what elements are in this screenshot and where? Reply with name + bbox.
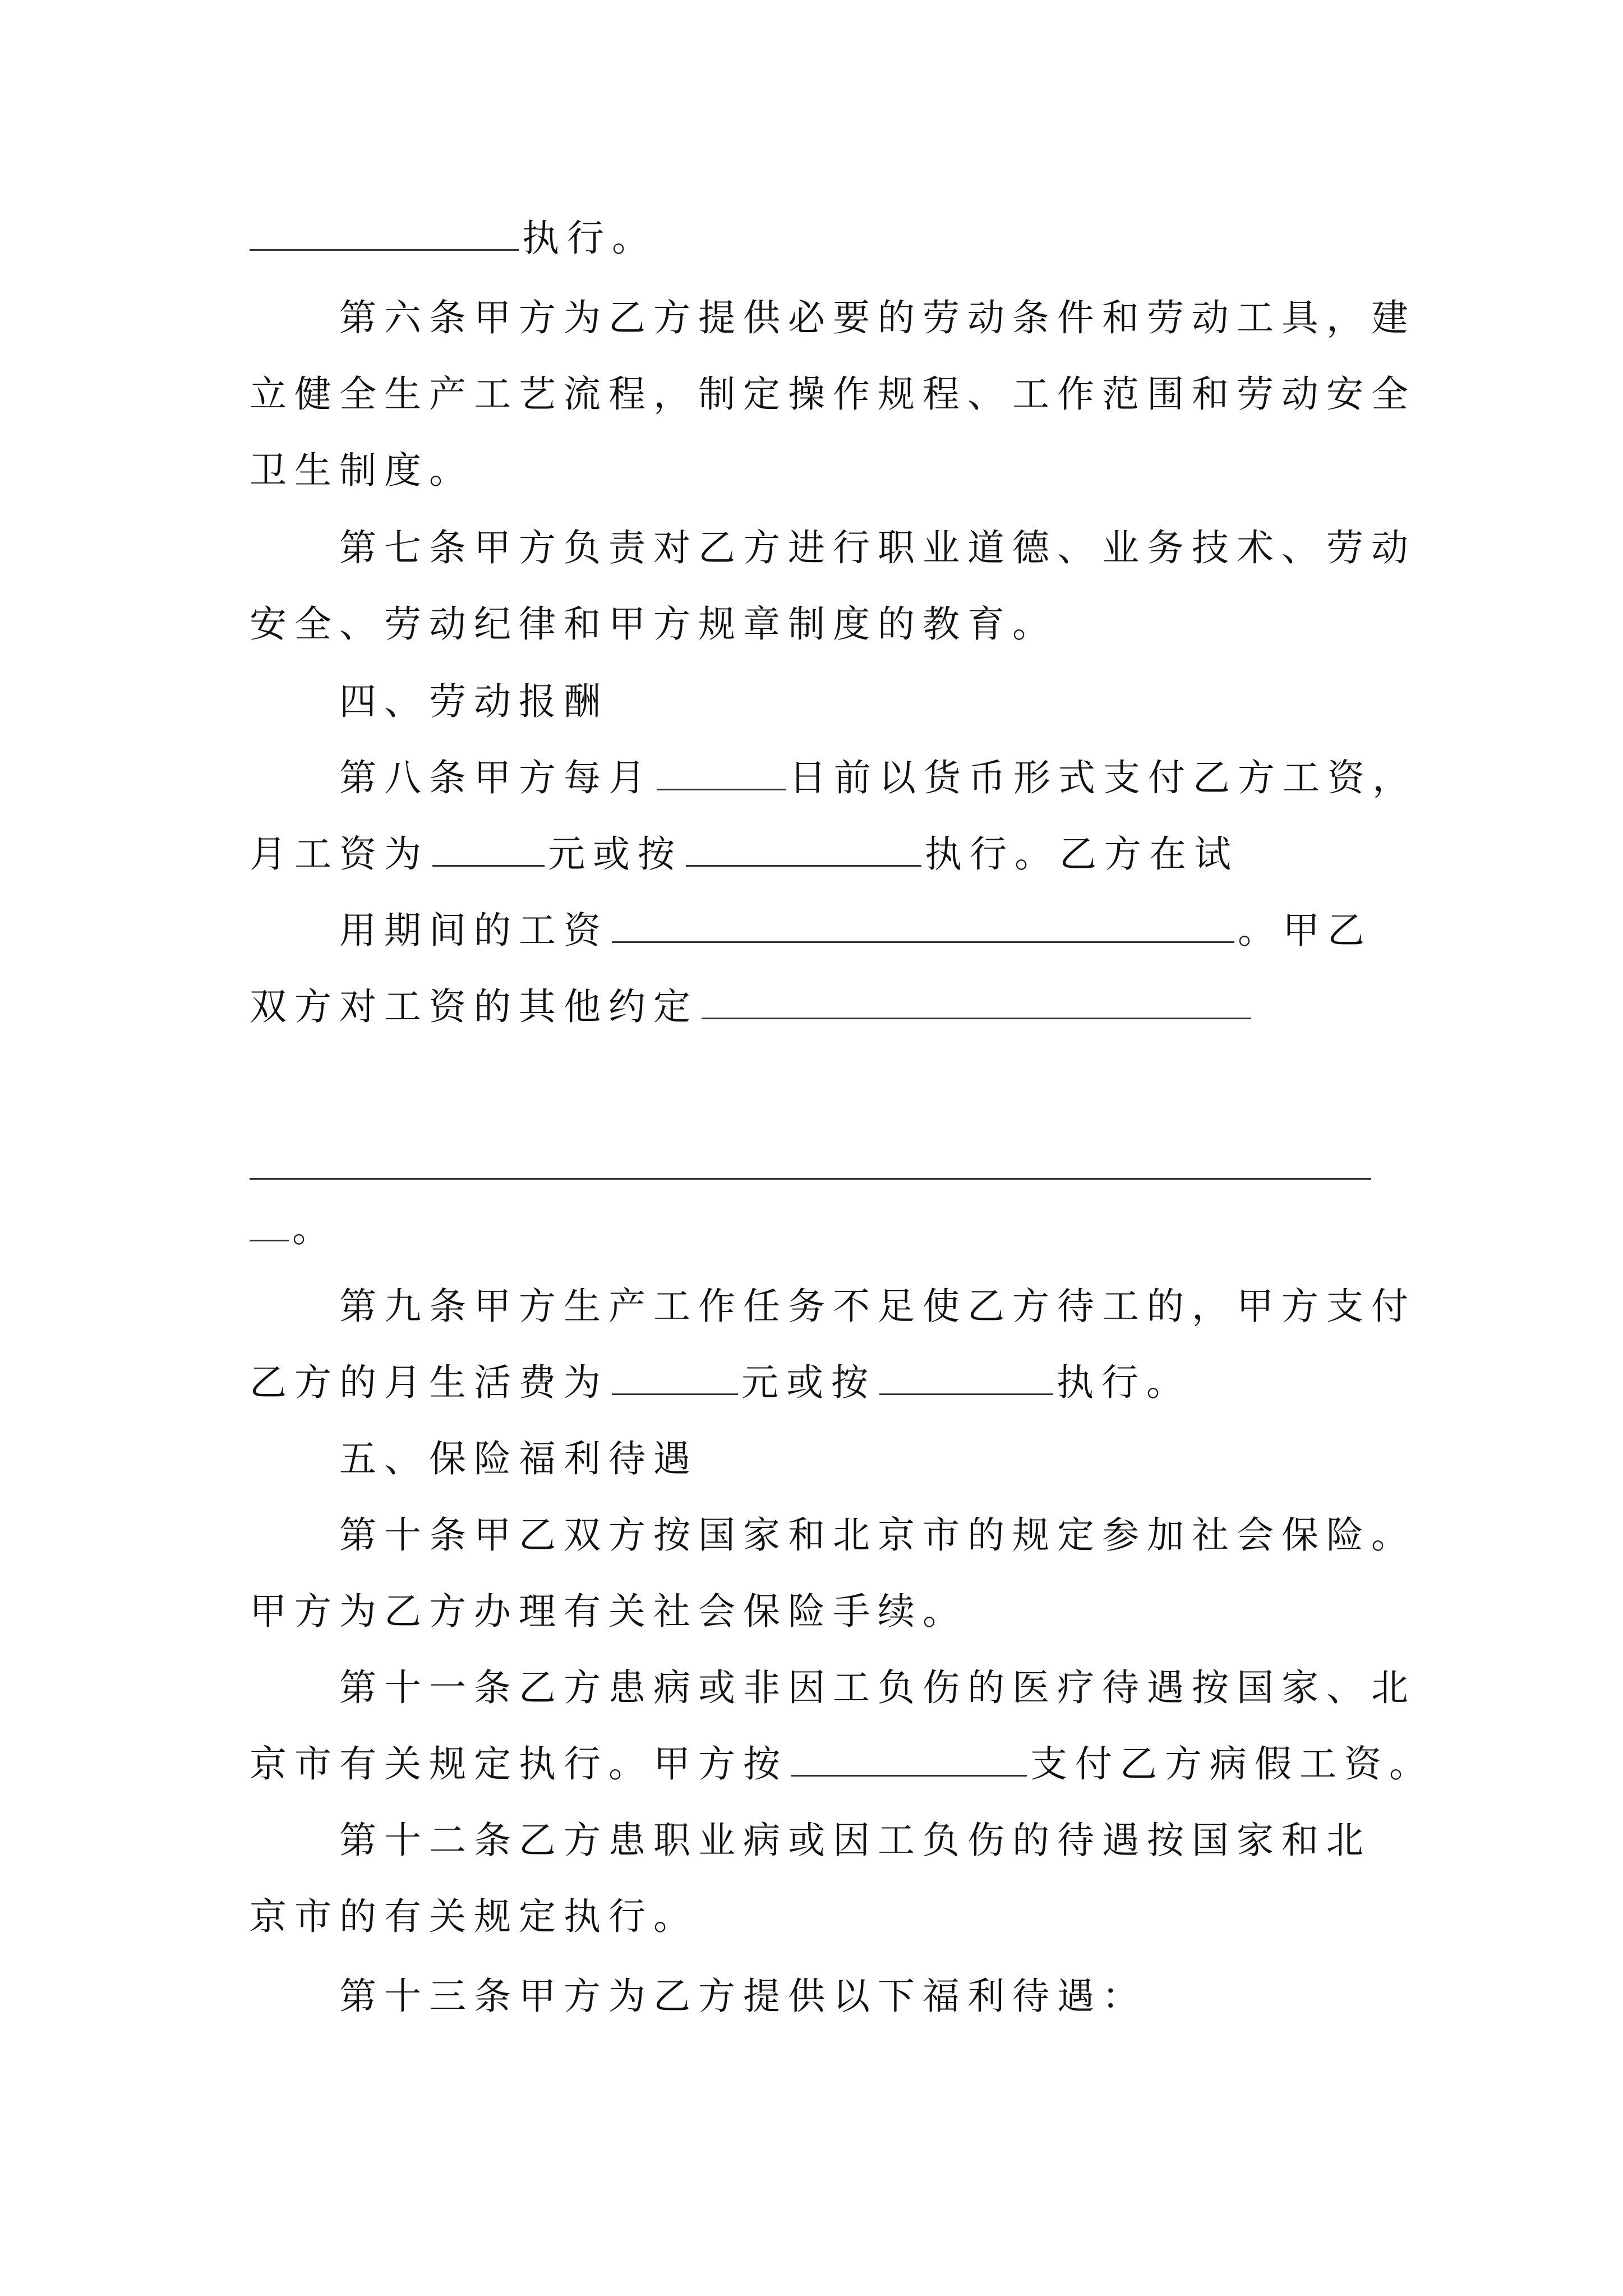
text: 第十一条乙方患病或非因工负伤的医疗待遇按国家、北: [339, 1666, 1416, 1709]
section-heading-4: [339, 677, 608, 727]
text: 元或按: [741, 1361, 876, 1404]
article-6-line-1: [339, 293, 1416, 343]
article-12-line-1: [339, 1815, 1371, 1866]
text: 元或按: [548, 832, 683, 876]
article-9-line-1: [339, 1281, 1416, 1332]
text: 立健全生产工艺流程，制定操作规程、工作范围和劳动安全: [250, 372, 1416, 416]
article-11-line-2: [250, 1739, 1434, 1789]
text: 安全、劳动纪律和甲方规章制度的教育。: [250, 602, 1057, 646]
text: 日前以货币形式支付乙方工资，: [789, 756, 1417, 799]
text: 第十二条乙方患职业病或因工负伤的待遇按国家和北: [339, 1819, 1371, 1862]
fill-blank[interactable]: [612, 1360, 738, 1395]
text: 乙方的月生活费为: [250, 1361, 608, 1404]
text: 执行。: [1057, 1361, 1191, 1404]
article-8-line-5: [250, 1204, 337, 1254]
article-12-line-2: [250, 1892, 698, 1942]
text: 京市有关规定执行。甲方按: [250, 1742, 788, 1786]
fill-blank[interactable]: [791, 1741, 1027, 1777]
fill-blank[interactable]: [702, 984, 1251, 1019]
section-heading-5: [339, 1434, 698, 1484]
fill-blank[interactable]: [250, 1206, 289, 1241]
article-11-line-1: [339, 1663, 1416, 1713]
text: 执行。乙方在试: [925, 832, 1239, 876]
fill-blank[interactable]: [612, 908, 1234, 943]
article-8-line-3: [339, 905, 1372, 956]
text: 月工资为: [250, 832, 429, 876]
line-1: [250, 213, 657, 264]
text: 五、保险福利待遇: [339, 1437, 698, 1480]
text: 第十条甲乙双方按国家和北京市的规定参加社会保险。: [339, 1513, 1416, 1557]
article-8-line-2: [250, 829, 1239, 880]
article-9-line-2: [250, 1358, 1191, 1408]
text: 用期间的工资: [339, 909, 608, 952]
text: 第七条甲方负责对乙方进行职业道德、业务技术、劳动: [339, 526, 1416, 569]
text: 。: [292, 1207, 337, 1250]
text: 第八条甲方每月: [339, 756, 653, 799]
text: 四、劳动报酬: [339, 680, 608, 723]
article-13-line-1: [339, 1971, 1147, 2022]
text: 第九条甲方生产工作任务不足使乙方待工的，甲方支付: [339, 1285, 1416, 1328]
text: 卫生制度。: [250, 449, 474, 492]
text: 。甲乙: [1238, 909, 1372, 952]
article-6-line-3: [250, 445, 474, 496]
text: 甲方为乙方办理有关社会保险手续。: [250, 1590, 967, 1633]
article-7-line-2: [250, 599, 1057, 650]
text: 第六条甲方为乙方提供必要的劳动条件和劳动工具，建: [339, 296, 1416, 339]
article-10-line-2: [250, 1586, 967, 1637]
text: 双方对工资的其他约定: [250, 985, 698, 1028]
fill-blank[interactable]: [432, 831, 545, 867]
text: 支付乙方病假工资。: [1030, 1742, 1434, 1786]
fill-rule[interactable]: [250, 1178, 1371, 1180]
fill-blank[interactable]: [879, 1360, 1053, 1395]
article-8-line-4: [250, 982, 1255, 1032]
text: 执行。: [522, 217, 657, 260]
article-7-line-1: [339, 523, 1416, 573]
text: 京市的有关规定执行。: [250, 1895, 698, 1938]
text: 第十三条甲方为乙方提供以下福利待遇：: [339, 1975, 1147, 2018]
fill-blank[interactable]: [250, 215, 519, 251]
article-10-line-1: [339, 1510, 1416, 1561]
article-6-line-2: [250, 369, 1416, 420]
article-8-line-1: [339, 753, 1417, 803]
fill-blank[interactable]: [657, 755, 786, 790]
fill-blank[interactable]: [686, 831, 921, 867]
